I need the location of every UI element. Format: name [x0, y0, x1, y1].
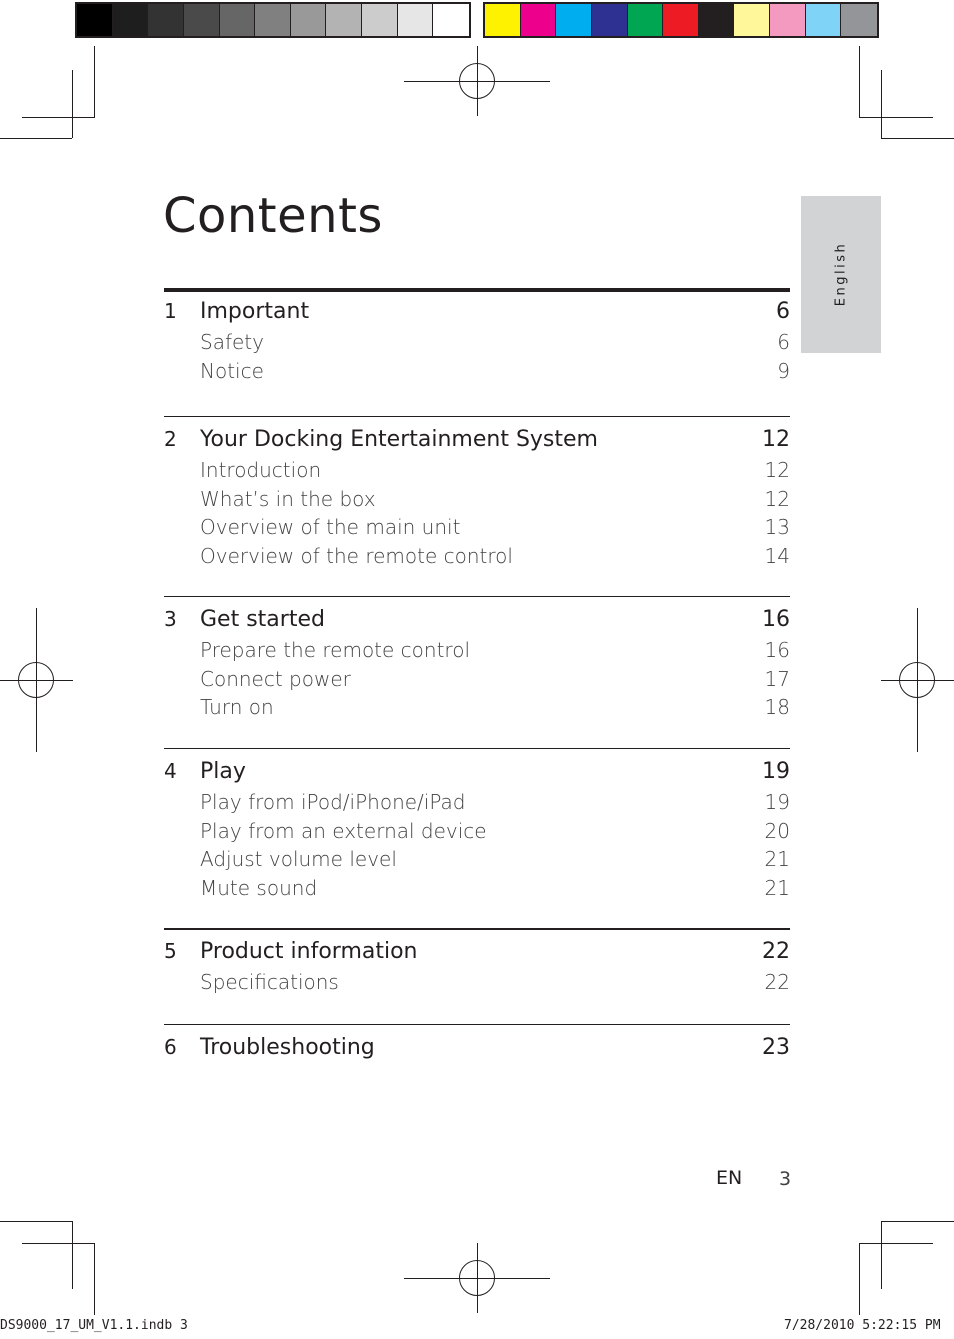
toc-section: [164, 596, 790, 748]
entry-page: 21: [764, 847, 790, 872]
crop-mark: [72, 1221, 73, 1289]
chapter-page: 16: [762, 607, 790, 632]
footer-language: EN: [716, 1167, 743, 1189]
color-swatch: [699, 4, 735, 36]
toc-section: [164, 416, 790, 596]
entry-title: Notice: [200, 358, 264, 383]
toc-entry-row[interactable]: [164, 638, 790, 666]
section-divider: [164, 1024, 790, 1025]
section-divider: [164, 596, 790, 597]
entry-page: 16: [764, 638, 790, 662]
entry-title: Adjust volume level: [200, 847, 397, 872]
entry-title: Mute sound: [200, 875, 318, 900]
toc-chapter-row[interactable]: [164, 939, 790, 967]
color-swatch: [521, 4, 557, 36]
entry-title: Overview of the main unit: [200, 515, 461, 540]
print-slug-filename: DS9000_17_UM_V1.1.indb 3: [0, 1318, 188, 1333]
section-divider: [164, 416, 790, 417]
entry-page: 17: [764, 666, 790, 691]
color-swatch: [734, 4, 770, 36]
toc-section: [164, 928, 790, 1024]
crop-mark: [859, 1243, 933, 1244]
crop-mark: [0, 1221, 72, 1222]
toc-entry-row[interactable]: [164, 790, 790, 818]
entry-title: Prepare the remote control: [200, 638, 471, 662]
entry-title: Overview of the remote control: [200, 543, 513, 568]
entry-page: 20: [764, 818, 790, 843]
section-divider: [164, 748, 790, 749]
color-swatch: [362, 4, 398, 36]
color-swatch: [220, 4, 256, 36]
color-swatch: [148, 4, 184, 36]
chapter-page: 19: [762, 759, 790, 784]
language-tab: [801, 196, 881, 353]
color-swatch: [326, 4, 362, 36]
entry-title: Play from an external device: [200, 818, 487, 843]
crop-mark: [94, 1243, 95, 1315]
chapter-title: Troubleshooting: [200, 1035, 375, 1060]
color-swatch: [770, 4, 806, 36]
entry-page: 12: [764, 486, 790, 511]
toc-entry-row[interactable]: [164, 330, 790, 358]
print-slug-timestamp: 7/28/2010 5:22:15 PM: [784, 1318, 941, 1333]
color-swatch: [485, 4, 521, 36]
toc-entry-row[interactable]: [164, 876, 790, 904]
crop-mark: [859, 117, 933, 118]
crop-mark: [859, 1243, 860, 1315]
section-divider: [164, 928, 790, 930]
toc-section: [164, 288, 790, 416]
toc-chapter-row[interactable]: [164, 607, 790, 635]
toc-entry-row[interactable]: [164, 359, 790, 387]
chapter-title: Get started: [200, 607, 325, 632]
chapter-number: 6: [164, 1035, 177, 1059]
chapter-page: 23: [762, 1035, 790, 1060]
toc-section: [164, 1024, 790, 1084]
chapter-page: 12: [762, 427, 790, 452]
entry-title: Play from iPod/iPhone/iPad: [200, 790, 466, 814]
entry-page: 12: [764, 458, 790, 482]
color-swatch: [592, 4, 628, 36]
entry-title: Turn on: [200, 695, 274, 720]
crop-mark: [0, 138, 72, 139]
toc-chapter-row[interactable]: [164, 759, 790, 787]
crop-mark: [94, 46, 95, 118]
color-swatch: [291, 4, 327, 36]
color-swatch: [433, 4, 469, 36]
chapter-page: 6: [776, 299, 790, 324]
toc-chapter-row[interactable]: [164, 427, 790, 455]
language-tab-label: English: [833, 241, 849, 307]
toc-chapter-row[interactable]: [164, 299, 790, 327]
chapter-title: Product information: [200, 939, 418, 964]
crop-mark: [22, 1243, 94, 1244]
entry-page: 9: [777, 358, 790, 383]
color-swatch: [806, 4, 842, 36]
toc-entry-row[interactable]: [164, 847, 790, 875]
crop-mark: [881, 70, 882, 138]
process-color-bar: [483, 2, 879, 38]
chapter-number: 1: [164, 299, 177, 323]
entry-title: Introduction: [200, 458, 322, 482]
chapter-number: 4: [164, 759, 177, 783]
entry-page: 22: [764, 970, 790, 994]
entry-page: 18: [764, 695, 790, 720]
color-swatch: [556, 4, 592, 36]
crop-mark: [22, 117, 94, 118]
color-swatch: [184, 4, 220, 36]
crop-mark: [72, 70, 73, 138]
entry-page: 19: [764, 790, 790, 814]
toc-entry-row[interactable]: [164, 544, 790, 572]
grayscale-color-bar: [75, 2, 471, 38]
toc-entry-row[interactable]: [164, 819, 790, 847]
chapter-page: 22: [762, 939, 790, 964]
toc-chapter-row[interactable]: [164, 1035, 790, 1063]
entry-page: 21: [764, 875, 790, 900]
entry-page: 6: [777, 330, 790, 354]
entry-title: Safety: [200, 330, 264, 354]
chapter-number: 3: [164, 607, 177, 631]
toc-entry-row[interactable]: [164, 458, 790, 486]
toc-section: [164, 748, 790, 928]
color-swatch: [841, 4, 877, 36]
chapter-title: Important: [200, 299, 310, 324]
toc-entry-row[interactable]: [164, 487, 790, 515]
section-divider: [164, 288, 790, 292]
chapter-title: Play: [200, 759, 246, 784]
toc-entry-row[interactable]: [164, 667, 790, 695]
chapter-title: Your Docking Entertainment System: [200, 427, 598, 452]
color-swatch: [663, 4, 699, 36]
crop-mark: [859, 46, 860, 118]
chapter-number: 5: [164, 939, 177, 963]
color-swatch: [398, 4, 434, 36]
toc-entry-row[interactable]: [164, 695, 790, 723]
color-swatch: [77, 4, 113, 36]
entry-page: 14: [764, 543, 790, 568]
toc-entry-row[interactable]: [164, 970, 790, 998]
color-swatch: [628, 4, 664, 36]
chapter-number: 2: [164, 427, 177, 451]
entry-page: 13: [764, 515, 790, 540]
entry-title: Specifications: [200, 970, 339, 994]
entry-title: Connect power: [200, 666, 351, 691]
color-swatch: [255, 4, 291, 36]
page-title: Contents: [163, 188, 383, 244]
crop-mark: [881, 1221, 954, 1222]
entry-title: What’s in the box: [200, 486, 376, 511]
crop-mark: [881, 138, 954, 139]
toc-entry-row[interactable]: [164, 515, 790, 543]
crop-mark: [881, 1221, 882, 1289]
footer-page-number: 3: [779, 1168, 792, 1190]
color-swatch: [113, 4, 149, 36]
